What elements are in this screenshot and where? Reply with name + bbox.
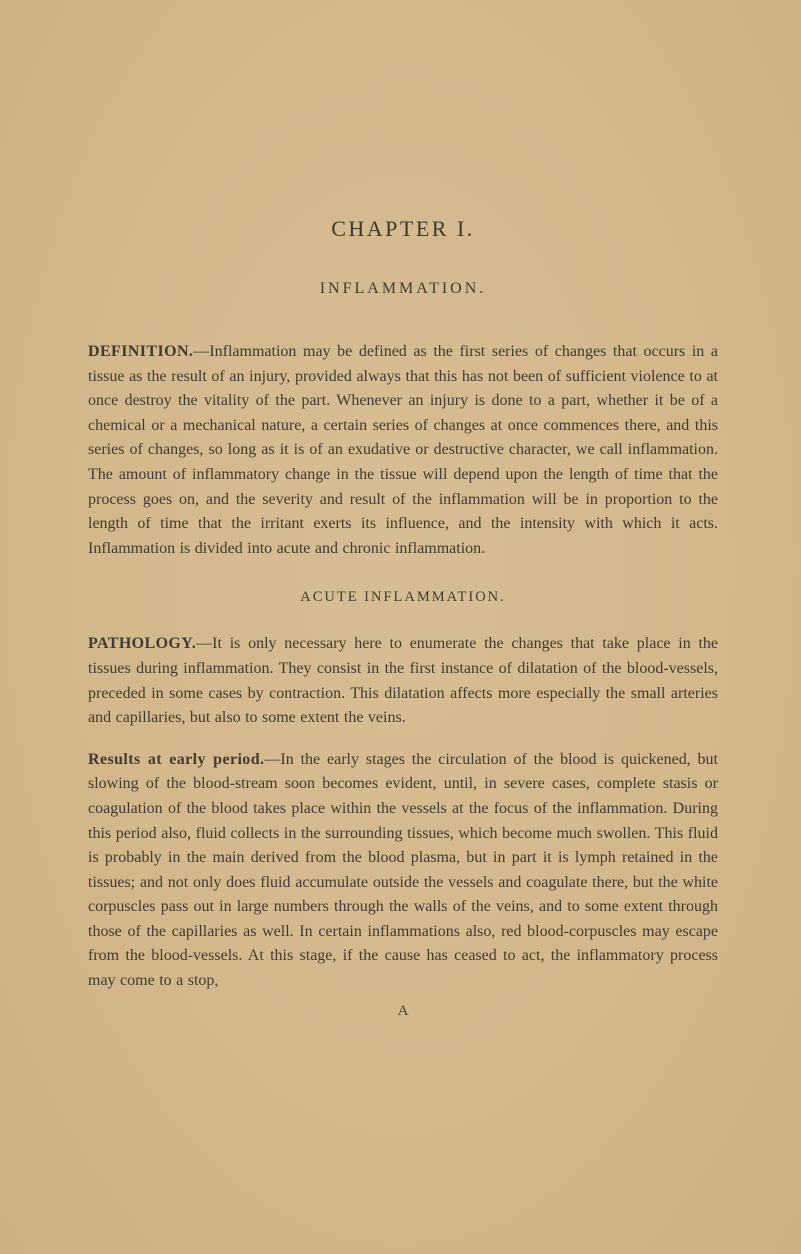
printer-signature-mark: A (397, 1002, 409, 1019)
subsection-heading: ACUTE INFLAMMATION. (300, 589, 506, 606)
paragraph-pathology (88, 632, 718, 730)
paragraph-definition-lead: DEFINITION. (88, 343, 194, 360)
paragraph-pathology-lead: PATHOLOGY. (88, 635, 197, 653)
section-heading: INFLAMMATION. (319, 280, 487, 297)
paragraph-definition (88, 340, 718, 561)
paragraph-definition-body: —Inflammation may be defined as the first series of changes that occurs in a tissue as the result of an injury, provided always that this has not been of sufficient violence to at once destroy the vitality of the part. Whenever an injury is done to a part, whether it be of a chemical or a mechanical nature, a certain series of changes at once commences there, and this series of changes, so long as it is of an exudative or destructive character, we call inflammation. The amount of inflammatory change in the tissue will depend upon the length of time that the process goes on, and the severity and result of the inflammation will be in proportion to the length of time that the irritant exerts its influence, and the intensity with which it acts. Inflammation is divided into acute and chronic inflammation. (88, 343, 718, 557)
chapter-heading: CHAPTER I. (331, 216, 475, 241)
paragraph-pathology-body: —It is only necessary here to enumerate the changes that take place in the tissues during inflammation. They consist in the first instance of dilatation of the blood-vessels, preceded in some cases by contraction. This dilatation affects more especially the small arteries and capillaries, but also to some extent the veins. (88, 635, 718, 727)
paragraph-results-at-early-period (88, 748, 718, 994)
paragraph-results-body: —In the early stages the circulation of the blood is quickened, but slowing of the blood-stream soon becomes evident, until, in severe cases, complete stasis or coagulation of the blood takes place within the vessels at the focus of the inflammation. During this period also, fluid collects in the surrounding tissues, which become much swollen. This fluid is probably in the main derived from the blood plasma, but in part it is lymph retained in the tissues; and not only does fluid accumulate outside the vessels and coagulate there, but the white corpuscles pass out in large numbers through the walls of the veins, and to some extent through those of the capillaries as well. In certain inflammations also, red blood-corpuscles may escape from the blood-vessels. At this stage, if the cause has ceased to act, the inflammatory process may come to a stop, (88, 750, 718, 990)
paragraph-results-lead: Results at early period. (88, 750, 265, 768)
book-page (88, 216, 718, 1020)
